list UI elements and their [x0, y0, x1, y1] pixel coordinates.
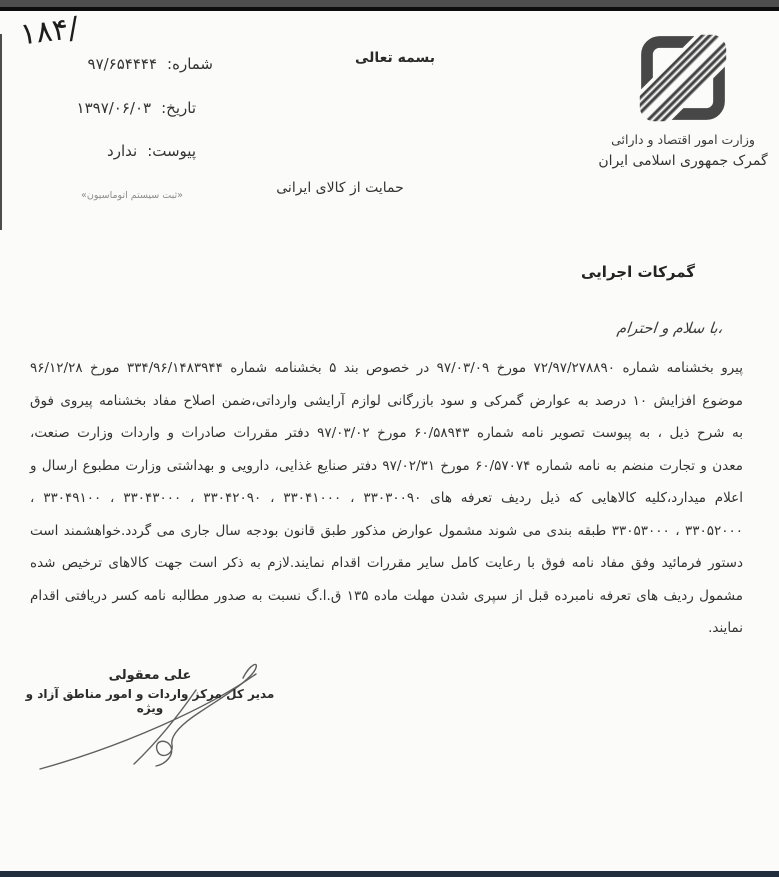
recipient-heading: گمرکات اجرایی — [581, 263, 695, 281]
signature-block — [16, 668, 284, 715]
number-value: ۹۷/۶۵۴۴۴۴ — [87, 55, 158, 73]
attachment-row — [107, 142, 196, 160]
folio-number-handwritten: ۱۸۴/ — [18, 10, 81, 53]
signatory-name: علی معقولی — [108, 668, 192, 683]
signatory-title: مدیر کل مرکز واردات و امور مناطق آزاد و ویژه — [25, 687, 275, 715]
letter-body-line: نمایند. — [708, 620, 743, 636]
org-block — [588, 33, 778, 169]
salutation-line: با سلام و احترام، — [616, 319, 724, 337]
letter-body-line: موضوع افزایش ۱۰ درصد به عوارض گمرکی و سود بازرگانی لوازم آرایشی وارداتی،ضمن اصلاح مفاد بخشنامه پیروی فوق — [30, 392, 743, 409]
letter-date-row — [77, 99, 196, 117]
customs-name: گمرک جمهوری اسلامی ایران — [598, 153, 768, 169]
irica-customs-logo-icon — [638, 33, 728, 123]
letter-body-line: ۳۳۰۵۲۰۰۰ ، ۳۳۰۵۳۰۰۰ طبقه بندی می شوند مشمول عوارض مذکور طبق قانون بودجه سال جاری می گردد.خواهشمند است — [30, 522, 743, 539]
letter-body-line: اعلام میدارد،کلیه کالاهایی که ذیل ردیف تعرفه های ۳۳۰۳۰۰۹۰ ، ۳۳۰۴۱۰۰۰ ، ۳۳۰۴۲۰۹۰ ، ۳۳۰۴۳۰۰۰ ، ۳۳۰۴۹۱۰۰ ، — [30, 490, 743, 506]
letter-number-row — [88, 55, 213, 73]
letter-body-line: به شرح ذیل ، به پیوست تصویر نامه شماره ۶۰/۵۸۹۴۳ مورخ ۹۷/۰۳/۰۲ دفتر مقررات صادرات و واردات وزارت صنعت، — [30, 425, 743, 441]
year-slogan: حمایت از کالای ایرانی — [276, 180, 404, 196]
date-label: تاریخ: — [161, 99, 196, 117]
date-value: ۱۳۹۷/۰۶/۰۳ — [76, 99, 152, 117]
bismillah-heading: بسمه تعالی — [354, 50, 436, 66]
letter-body — [30, 352, 743, 645]
number-label: شماره: — [167, 55, 213, 73]
scan-bottom-edge — [0, 871, 779, 877]
letter-body-line: مشمول ردیف های تعرفه نامبرده قبل از سپری شدن مهلت ماده ۱۳۵ ق.ا.گ نسبت به صدور مطالبه نامه کسر دریافتی اقدام — [30, 587, 743, 604]
letter-body-line: معدن و تجارت منضم به نامه شماره ۶۰/۵۷۰۷۴ مورخ ۹۷/۰۲/۳۱ دفتر صنایع غذایی، دارویی و بهداشتی وزارت مطبوع ارسال و — [30, 457, 743, 474]
scan-left-edge — [0, 34, 2, 230]
letter-body-line: پیرو بخشنامه شماره ۷۲/۹۷/۲۷۸۸۹۰ مورخ ۹۷/۰۳/۰۹ در خصوص بند ۵ بخشنامه شماره ۳۳۴/۹۶/۱۴۸۳۹۴۴ مورخ ۹۶/۱۲/۲۸ — [30, 360, 743, 376]
letter-body-line: دستور فرمائید وفق مفاد نامه فوق با رعایت کامل سایر مقررات اقدام نمایند.لازم به ذکر است جهت کالاهای ترخیص شده — [30, 555, 743, 571]
automation-registration-note: «ثبت سیستم اتوماسیون» — [81, 190, 183, 201]
ministry-name: وزارت امور اقتصاد و دارائی — [611, 132, 755, 147]
attachment-label: پیوست: — [147, 142, 196, 160]
scan-top-edge — [0, 0, 779, 11]
attachment-value: ندارد — [107, 142, 138, 160]
